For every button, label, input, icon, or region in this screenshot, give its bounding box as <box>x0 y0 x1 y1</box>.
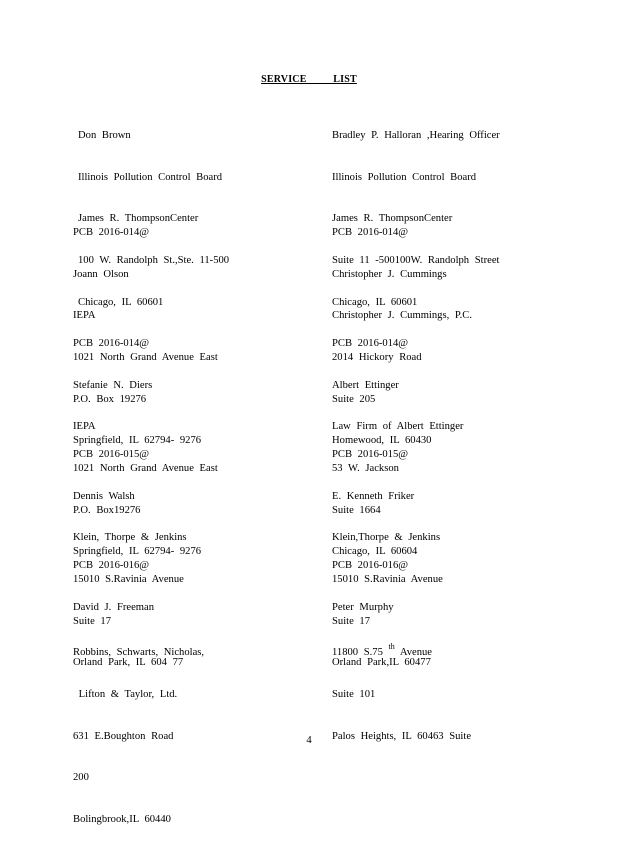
entry-line: Bradley P. Halloran ,Hearing Officer <box>332 129 500 141</box>
entry-line: Suite 101 <box>332 688 376 700</box>
entry-line: PCB 2016-014@ <box>73 337 150 349</box>
ordinal-suffix: th <box>388 642 395 652</box>
entry-line: Peter Murphy <box>332 601 394 613</box>
entry-line: Klein, Thorpe & Jenkins <box>73 532 187 544</box>
address-number: 11800 S.75 <box>332 647 383 659</box>
address-street: Avenue <box>399 647 433 659</box>
entry-line: David J. Freeman <box>73 601 155 613</box>
entry-line: Illinois Pollution Control Board <box>332 171 477 183</box>
entry-line: PCB 2016-014@ <box>332 226 409 238</box>
entry-line: Dennis Walsh <box>73 490 135 502</box>
entry-line: Suite 1664 <box>332 504 381 516</box>
entry-line: PCB 2016-014@ <box>73 226 150 238</box>
entry-line: PCB 2016-016@ <box>332 559 409 571</box>
page-title: SERVICE LIST <box>261 74 357 85</box>
entry-line: Orland Park,IL 60477 <box>332 657 431 669</box>
entry-line: Suite 205 <box>332 393 376 405</box>
entry-line: Bolingbrook,IL 60440 <box>73 814 171 826</box>
entry-line: Springfield, IL 62794- 9276 <box>73 435 202 447</box>
entry-line: Joann Olson <box>73 268 129 280</box>
entry-line: IEPA <box>73 421 96 433</box>
entry-line: 1021 North Grand Avenue East <box>73 462 218 474</box>
entry-line: Palos Heights, IL 60463 Suite <box>332 730 472 742</box>
entry-line: Law Firm of Albert Ettinger <box>332 421 464 433</box>
entry-line: James R. ThompsonCenter <box>332 213 453 225</box>
entry-line: Chicago, IL 60604 <box>332 546 418 558</box>
service-entry-murphy <box>332 531 592 757</box>
entry-line: Suite 17 <box>332 615 371 627</box>
entry-line: Suite 17 <box>73 615 112 627</box>
entry-line: Lifton & Taylor, Ltd. <box>73 688 178 700</box>
entry-line: Stefanie N. Diers <box>73 379 153 391</box>
entry-line: E. Kenneth Friker <box>332 490 415 502</box>
entry-line: Klein,Thorpe & Jenkins <box>332 532 441 544</box>
entry-line: Robbins, Schwarts, Nicholas, <box>73 647 205 659</box>
entry-line: PCB 2016-016@ <box>73 559 150 571</box>
entry-line: Illinois Pollution Control Board <box>78 171 223 183</box>
entry-line: 1021 North Grand Avenue East <box>73 351 218 363</box>
service-entry-freeman <box>73 531 333 841</box>
entry-line: 53 W. Jackson <box>332 462 399 474</box>
entry-line: IEPA <box>73 310 96 322</box>
entry-line: Christopher J. Cummings <box>332 268 447 280</box>
entry-line: Chicago, IL 60601 <box>332 296 418 308</box>
entry-line: P.O. Box 19276 <box>73 393 147 405</box>
entry-line: 15010 S.Ravinia Avenue <box>332 573 443 585</box>
entry-line: 15010 S.Ravinia Avenue <box>73 573 184 585</box>
entry-line: PCB 2016-014@ <box>332 337 409 349</box>
entry-address-line <box>332 642 592 660</box>
entry-line: PCB 2016-015@ <box>332 448 409 460</box>
entry-line: Springfield, IL 62794- 9276 <box>73 546 202 558</box>
entry-line: Homewood, IL 60430 <box>332 435 432 447</box>
entry-line: 2014 Hickory Road <box>332 351 422 363</box>
entry-line: 100 W. Randolph St.,Ste. 11-500 <box>78 254 230 266</box>
entry-line: 631 E.Boughton Road <box>73 730 174 742</box>
entry-line: P.O. Box19276 <box>73 504 141 516</box>
page-number: 4 <box>306 735 312 746</box>
entry-line: Chicago, IL 60601 <box>78 296 164 308</box>
entry-line: James R. ThompsonCenter <box>78 213 199 225</box>
entry-line: Christopher J. Cummings, P.C. <box>332 310 472 322</box>
entry-line: Orland Park, IL 604 77 <box>73 657 184 669</box>
entry-line: Albert Ettinger <box>332 379 399 391</box>
entry-line: Don Brown <box>78 129 131 141</box>
entry-line: 200 <box>73 772 89 784</box>
entry-line: PCB 2016-015@ <box>73 448 150 460</box>
entry-line: Suite 11 -500100W. Randolph Street <box>332 254 500 266</box>
